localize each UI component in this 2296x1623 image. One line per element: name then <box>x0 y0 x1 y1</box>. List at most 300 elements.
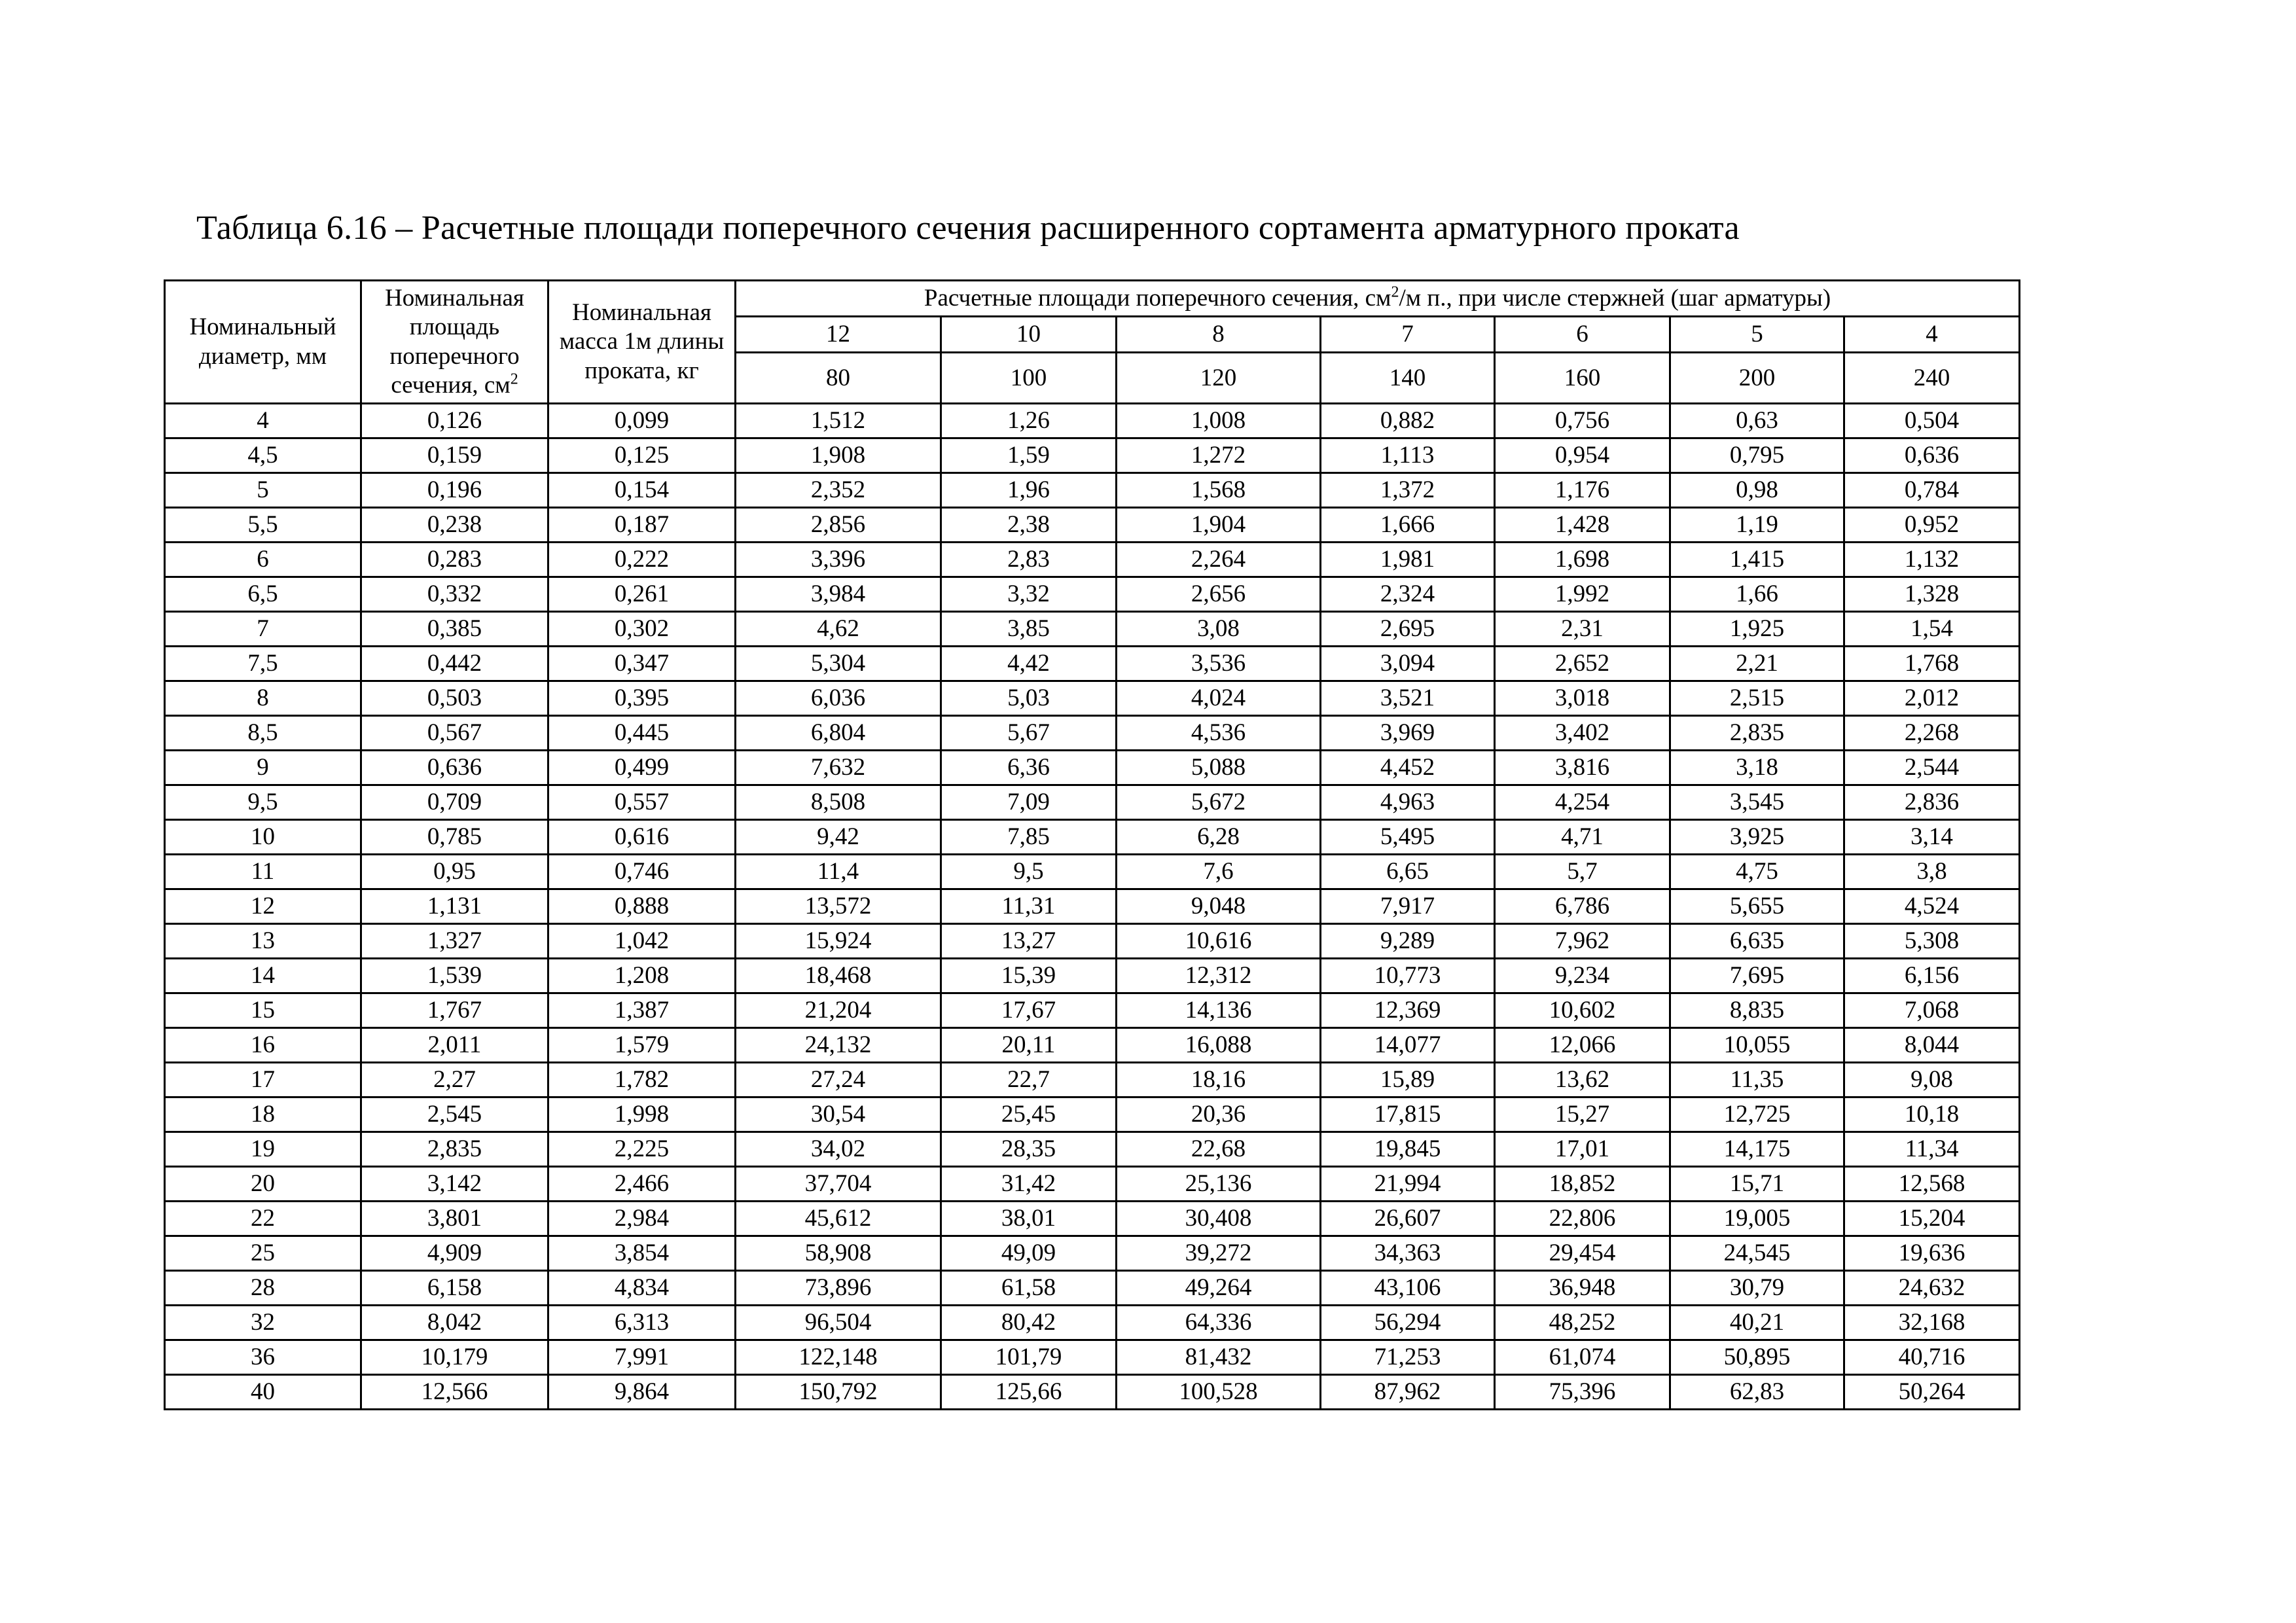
table-cell: 4,524 <box>1844 889 2020 924</box>
table-cell: 1,132 <box>1844 543 2020 577</box>
table-row <box>165 785 2020 820</box>
table-cell: 17 <box>165 1063 361 1097</box>
table-cell: 3,32 <box>941 577 1117 612</box>
table-cell: 28 <box>165 1271 361 1306</box>
header-count-cell: 5 <box>1670 317 1844 353</box>
table-cell: 4,42 <box>941 647 1117 681</box>
table-cell: 25,136 <box>1117 1167 1321 1202</box>
table-cell: 7,991 <box>548 1340 736 1375</box>
table-cell: 1,698 <box>1495 543 1670 577</box>
header-step-cell: 80 <box>736 353 941 404</box>
table-cell: 1,981 <box>1321 543 1495 577</box>
table-cell: 0,952 <box>1844 508 2020 543</box>
table-cell: 1,415 <box>1670 543 1844 577</box>
table-cell: 0,395 <box>548 681 736 716</box>
table-cell: 12,568 <box>1844 1167 2020 1202</box>
table-row <box>165 647 2020 681</box>
table-cell: 0,499 <box>548 751 736 785</box>
table-cell: 4,024 <box>1117 681 1321 716</box>
table-cell: 1,372 <box>1321 473 1495 508</box>
table-cell: 80,42 <box>941 1306 1117 1340</box>
table-cell: 71,253 <box>1321 1340 1495 1375</box>
table-cell: 19,636 <box>1844 1236 2020 1271</box>
table-cell: 0,795 <box>1670 438 1844 473</box>
table-cell: 20 <box>165 1167 361 1202</box>
table-cell: 4,254 <box>1495 785 1670 820</box>
table-row <box>165 1167 2020 1202</box>
table-cell: 122,148 <box>736 1340 941 1375</box>
table-cell: 21,204 <box>736 993 941 1028</box>
table-cell: 3,854 <box>548 1236 736 1271</box>
table-row <box>165 612 2020 647</box>
table-cell: 5,03 <box>941 681 1117 716</box>
table-row <box>165 1271 2020 1306</box>
table-cell: 2,31 <box>1495 612 1670 647</box>
table-cell: 11,34 <box>1844 1132 2020 1167</box>
table-row <box>165 473 2020 508</box>
table-cell: 0,222 <box>548 543 736 577</box>
table-cell: 6,635 <box>1670 924 1844 959</box>
table-row <box>165 1028 2020 1063</box>
table-cell: 15,39 <box>941 959 1117 993</box>
table-cell: 30,408 <box>1117 1202 1321 1236</box>
table-cell: 5,67 <box>941 716 1117 751</box>
table-cell: 1,272 <box>1117 438 1321 473</box>
table-cell: 6,156 <box>1844 959 2020 993</box>
table-cell: 0,503 <box>361 681 548 716</box>
header-group-post: /м п., при числе стержней (шаг арматуры) <box>1399 284 1831 312</box>
table-cell: 5 <box>165 473 361 508</box>
table-cell: 87,962 <box>1321 1375 1495 1410</box>
table-cell: 3,08 <box>1117 612 1321 647</box>
table-cell: 22,68 <box>1117 1132 1321 1167</box>
table-cell: 0,442 <box>361 647 548 681</box>
table-cell: 7,09 <box>941 785 1117 820</box>
table-cell: 38,01 <box>941 1202 1117 1236</box>
table-cell: 30,79 <box>1670 1271 1844 1306</box>
table-cell: 8,5 <box>165 716 361 751</box>
table-cell: 12,566 <box>361 1375 548 1410</box>
table-row <box>165 751 2020 785</box>
table-cell: 16,088 <box>1117 1028 1321 1063</box>
table-cell: 17,67 <box>941 993 1117 1028</box>
table-cell: 6,36 <box>941 751 1117 785</box>
table-cell: 5,495 <box>1321 820 1495 855</box>
table-cell: 2,836 <box>1844 785 2020 820</box>
table-cell: 125,66 <box>941 1375 1117 1410</box>
table-body <box>165 404 2020 1410</box>
table-cell: 12,066 <box>1495 1028 1670 1063</box>
table-cell: 10,179 <box>361 1340 548 1375</box>
header-step-cell: 240 <box>1844 353 2020 404</box>
table-cell: 9,42 <box>736 820 941 855</box>
table-cell: 2,515 <box>1670 681 1844 716</box>
table-cell: 2,835 <box>361 1132 548 1167</box>
table-cell: 22 <box>165 1202 361 1236</box>
table-cell: 4,71 <box>1495 820 1670 855</box>
table-cell: 15,89 <box>1321 1063 1495 1097</box>
header-count-cell: 4 <box>1844 317 2020 353</box>
table-row <box>165 577 2020 612</box>
table-cell: 10,773 <box>1321 959 1495 993</box>
table-cell: 1,512 <box>736 404 941 438</box>
header-step-cell: 160 <box>1495 353 1670 404</box>
header-group <box>736 281 2020 317</box>
table-cell: 5,672 <box>1117 785 1321 820</box>
table-cell: 15,924 <box>736 924 941 959</box>
table-cell: 12 <box>165 889 361 924</box>
table-cell: 6,28 <box>1117 820 1321 855</box>
table-cell: 39,272 <box>1117 1236 1321 1271</box>
table-cell: 3,969 <box>1321 716 1495 751</box>
table-row <box>165 438 2020 473</box>
table-cell: 2,656 <box>1117 577 1321 612</box>
table-cell: 7,962 <box>1495 924 1670 959</box>
table-cell: 7,5 <box>165 647 361 681</box>
table-cell: 28,35 <box>941 1132 1117 1167</box>
table-cell: 3,396 <box>736 543 941 577</box>
table-cell: 2,695 <box>1321 612 1495 647</box>
table-cell: 56,294 <box>1321 1306 1495 1340</box>
table-cell: 14 <box>165 959 361 993</box>
table-row <box>165 1063 2020 1097</box>
table-cell: 13,572 <box>736 889 941 924</box>
table-cell: 9,864 <box>548 1375 736 1410</box>
table-cell: 9,048 <box>1117 889 1321 924</box>
table-cell: 0,283 <box>361 543 548 577</box>
table-cell: 36,948 <box>1495 1271 1670 1306</box>
table-cell: 1,428 <box>1495 508 1670 543</box>
table-cell: 31,42 <box>941 1167 1117 1202</box>
table-cell: 0,385 <box>361 612 548 647</box>
table-cell: 2,984 <box>548 1202 736 1236</box>
table-cell: 0,445 <box>548 716 736 751</box>
table-cell: 18,468 <box>736 959 941 993</box>
table-row <box>165 889 2020 924</box>
table-cell: 7,85 <box>941 820 1117 855</box>
table-row <box>165 1375 2020 1410</box>
table-cell: 0,126 <box>361 404 548 438</box>
table-cell: 3,925 <box>1670 820 1844 855</box>
table-cell: 0,98 <box>1670 473 1844 508</box>
header-area-text: Номинальная площадь поперечного сечения, см <box>385 284 524 399</box>
table-cell: 9 <box>165 751 361 785</box>
table-cell: 4,909 <box>361 1236 548 1271</box>
table-cell: 0,238 <box>361 508 548 543</box>
table-cell: 4 <box>165 404 361 438</box>
table-cell: 2,466 <box>548 1167 736 1202</box>
table-cell: 1,768 <box>1844 647 2020 681</box>
table-cell: 22,7 <box>941 1063 1117 1097</box>
table-cell: 1,992 <box>1495 577 1670 612</box>
table-cell: 49,264 <box>1117 1271 1321 1306</box>
table-cell: 4,62 <box>736 612 941 647</box>
header-group-sup: 2 <box>1391 283 1399 301</box>
table-cell: 18 <box>165 1097 361 1132</box>
table-cell: 1,579 <box>548 1028 736 1063</box>
table-row <box>165 1132 2020 1167</box>
table-caption: Таблица 6.16 – Расчетные площади поперечного сечения расширенного сортамента арматурного проката <box>196 209 1740 247</box>
table-cell: 8,508 <box>736 785 941 820</box>
table-cell: 12,369 <box>1321 993 1495 1028</box>
table-cell: 5,304 <box>736 647 941 681</box>
table-cell: 6,786 <box>1495 889 1670 924</box>
table-cell: 75,396 <box>1495 1375 1670 1410</box>
table-cell: 1,908 <box>736 438 941 473</box>
table-cell: 8,044 <box>1844 1028 2020 1063</box>
table-cell: 73,896 <box>736 1271 941 1306</box>
table-cell: 58,908 <box>736 1236 941 1271</box>
table-cell: 9,08 <box>1844 1063 2020 1097</box>
table-cell: 0,159 <box>361 438 548 473</box>
table-cell: 2,38 <box>941 508 1117 543</box>
table-cell: 2,225 <box>548 1132 736 1167</box>
table-cell: 2,264 <box>1117 543 1321 577</box>
header-step-cell: 200 <box>1670 353 1844 404</box>
table-cell: 30,54 <box>736 1097 941 1132</box>
table-cell: 3,14 <box>1844 820 2020 855</box>
table-cell: 6,313 <box>548 1306 736 1340</box>
table-cell: 62,83 <box>1670 1375 1844 1410</box>
table-cell: 10,18 <box>1844 1097 2020 1132</box>
table-cell: 19 <box>165 1132 361 1167</box>
table-cell: 0,95 <box>361 855 548 889</box>
table-cell: 22,806 <box>1495 1202 1670 1236</box>
table-cell: 0,099 <box>548 404 736 438</box>
table-cell: 27,24 <box>736 1063 941 1097</box>
table-cell: 17,01 <box>1495 1132 1670 1167</box>
table-cell: 1,539 <box>361 959 548 993</box>
table-cell: 2,856 <box>736 508 941 543</box>
table-cell: 81,432 <box>1117 1340 1321 1375</box>
table-cell: 3,536 <box>1117 647 1321 681</box>
table-cell: 12,312 <box>1117 959 1321 993</box>
table-cell: 3,142 <box>361 1167 548 1202</box>
table-cell: 150,792 <box>736 1375 941 1410</box>
table-cell: 6,158 <box>361 1271 548 1306</box>
table-cell: 50,895 <box>1670 1340 1844 1375</box>
table-cell: 20,36 <box>1117 1097 1321 1132</box>
table-cell: 2,352 <box>736 473 941 508</box>
table-cell: 34,02 <box>736 1132 941 1167</box>
table-cell: 1,387 <box>548 993 736 1028</box>
table-cell: 17,815 <box>1321 1097 1495 1132</box>
table-cell: 11,35 <box>1670 1063 1844 1097</box>
table-cell: 1,208 <box>548 959 736 993</box>
table-cell: 12,725 <box>1670 1097 1844 1132</box>
table-cell: 7,695 <box>1670 959 1844 993</box>
table-row <box>165 543 2020 577</box>
table-cell: 34,363 <box>1321 1236 1495 1271</box>
table-cell: 0,616 <box>548 820 736 855</box>
table-cell: 0,261 <box>548 577 736 612</box>
header-area-sup: 2 <box>510 370 518 388</box>
table-cell: 18,852 <box>1495 1167 1670 1202</box>
table-cell: 6,804 <box>736 716 941 751</box>
table-row <box>165 820 2020 855</box>
header-group-pre: Расчетные площади поперечного сечения, см <box>924 284 1391 312</box>
table-cell: 50,264 <box>1844 1375 2020 1410</box>
table-cell: 10,055 <box>1670 1028 1844 1063</box>
table-cell: 2,83 <box>941 543 1117 577</box>
table-cell: 5,7 <box>1495 855 1670 889</box>
table-cell: 1,26 <box>941 404 1117 438</box>
table-cell: 6,036 <box>736 681 941 716</box>
table-cell: 45,612 <box>736 1202 941 1236</box>
table-cell: 29,454 <box>1495 1236 1670 1271</box>
table-row <box>165 508 2020 543</box>
table-cell: 15,204 <box>1844 1202 2020 1236</box>
table-cell: 61,074 <box>1495 1340 1670 1375</box>
table-cell: 7,632 <box>736 751 941 785</box>
header-diameter: Номинальный диаметр, мм <box>165 281 361 404</box>
header-mass: Номинальная масса 1м длины проката, кг <box>548 281 736 404</box>
table-cell: 2,011 <box>361 1028 548 1063</box>
table-cell: 0,154 <box>548 473 736 508</box>
table-row <box>165 1340 2020 1375</box>
table-cell: 7,6 <box>1117 855 1321 889</box>
table-row <box>165 1236 2020 1271</box>
table-cell: 40 <box>165 1375 361 1410</box>
table-cell: 43,106 <box>1321 1271 1495 1306</box>
table-cell: 15,27 <box>1495 1097 1670 1132</box>
table-cell: 21,994 <box>1321 1167 1495 1202</box>
table-cell: 7,917 <box>1321 889 1495 924</box>
table-cell: 13,62 <box>1495 1063 1670 1097</box>
table-cell: 3,402 <box>1495 716 1670 751</box>
table-cell: 13 <box>165 924 361 959</box>
table-cell: 3,18 <box>1670 751 1844 785</box>
table-cell: 16 <box>165 1028 361 1063</box>
table-cell: 0,196 <box>361 473 548 508</box>
table-cell: 3,85 <box>941 612 1117 647</box>
table-cell: 1,66 <box>1670 577 1844 612</box>
table-cell: 1,925 <box>1670 612 1844 647</box>
table-cell: 1,328 <box>1844 577 2020 612</box>
table-row <box>165 716 2020 751</box>
table-cell: 13,27 <box>941 924 1117 959</box>
header-step-cell: 100 <box>941 353 1117 404</box>
table-cell: 1,008 <box>1117 404 1321 438</box>
table-cell: 2,012 <box>1844 681 2020 716</box>
table-cell: 11,4 <box>736 855 941 889</box>
table-cell: 9,5 <box>165 785 361 820</box>
table-cell: 6,5 <box>165 577 361 612</box>
table-row <box>165 993 2020 1028</box>
table-row <box>165 1202 2020 1236</box>
table-cell: 8 <box>165 681 361 716</box>
table-cell: 25,45 <box>941 1097 1117 1132</box>
table-cell: 3,816 <box>1495 751 1670 785</box>
table-cell: 18,16 <box>1117 1063 1321 1097</box>
table-cell: 14,175 <box>1670 1132 1844 1167</box>
table-cell: 0,888 <box>548 889 736 924</box>
table-cell: 19,005 <box>1670 1202 1844 1236</box>
table-row <box>165 1306 2020 1340</box>
table-cell: 36 <box>165 1340 361 1375</box>
table-cell: 2,545 <box>361 1097 548 1132</box>
table-cell: 2,544 <box>1844 751 2020 785</box>
table-cell: 48,252 <box>1495 1306 1670 1340</box>
table-cell: 3,521 <box>1321 681 1495 716</box>
table-cell: 96,504 <box>736 1306 941 1340</box>
table-cell: 3,545 <box>1670 785 1844 820</box>
table-cell: 2,268 <box>1844 716 2020 751</box>
table-row <box>165 855 2020 889</box>
table-cell: 40,21 <box>1670 1306 1844 1340</box>
table-cell: 9,5 <box>941 855 1117 889</box>
table-cell: 0,882 <box>1321 404 1495 438</box>
table-cell: 14,136 <box>1117 993 1321 1028</box>
table-row <box>165 924 2020 959</box>
table-cell: 1,666 <box>1321 508 1495 543</box>
table-cell: 8,042 <box>361 1306 548 1340</box>
table-cell: 1,59 <box>941 438 1117 473</box>
table-cell: 24,632 <box>1844 1271 2020 1306</box>
table-cell: 2,27 <box>361 1063 548 1097</box>
table-cell: 4,834 <box>548 1271 736 1306</box>
table-cell: 9,234 <box>1495 959 1670 993</box>
table-cell: 6,65 <box>1321 855 1495 889</box>
table-cell: 0,636 <box>1844 438 2020 473</box>
table-cell: 1,782 <box>548 1063 736 1097</box>
table-cell: 1,54 <box>1844 612 2020 647</box>
table-cell: 24,132 <box>736 1028 941 1063</box>
header-count-cell: 12 <box>736 317 941 353</box>
header-count-cell: 6 <box>1495 317 1670 353</box>
table-cell: 37,704 <box>736 1167 941 1202</box>
table-cell: 7,068 <box>1844 993 2020 1028</box>
table-cell: 0,125 <box>548 438 736 473</box>
table-cell: 3,801 <box>361 1202 548 1236</box>
table-cell: 32,168 <box>1844 1306 2020 1340</box>
table-cell: 1,176 <box>1495 473 1670 508</box>
table-cell: 4,75 <box>1670 855 1844 889</box>
table-cell: 1,568 <box>1117 473 1321 508</box>
table-cell: 4,5 <box>165 438 361 473</box>
table-cell: 5,088 <box>1117 751 1321 785</box>
table-cell: 32 <box>165 1306 361 1340</box>
table-cell: 1,998 <box>548 1097 736 1132</box>
table-cell: 11,31 <box>941 889 1117 924</box>
table-cell: 0,756 <box>1495 404 1670 438</box>
table-cell: 3,984 <box>736 577 941 612</box>
table-cell: 1,96 <box>941 473 1117 508</box>
table-cell: 4,963 <box>1321 785 1495 820</box>
table-cell: 0,746 <box>548 855 736 889</box>
rebar-area-table <box>164 279 2020 1410</box>
table-cell: 10,602 <box>1495 993 1670 1028</box>
header-count-cell: 8 <box>1117 317 1321 353</box>
table-cell: 6 <box>165 543 361 577</box>
table-cell: 3,018 <box>1495 681 1670 716</box>
table-cell: 15,71 <box>1670 1167 1844 1202</box>
table-cell: 15 <box>165 993 361 1028</box>
table-cell: 40,716 <box>1844 1340 2020 1375</box>
table-cell: 1,327 <box>361 924 548 959</box>
table-cell: 1,042 <box>548 924 736 959</box>
table-cell: 3,094 <box>1321 647 1495 681</box>
table-cell: 7 <box>165 612 361 647</box>
header-step-cell: 140 <box>1321 353 1495 404</box>
table-cell: 5,655 <box>1670 889 1844 924</box>
table-cell: 10,616 <box>1117 924 1321 959</box>
table-cell: 1,113 <box>1321 438 1495 473</box>
table-cell: 25 <box>165 1236 361 1271</box>
table-cell: 0,784 <box>1844 473 2020 508</box>
table-cell: 61,58 <box>941 1271 1117 1306</box>
table-cell: 0,332 <box>361 577 548 612</box>
